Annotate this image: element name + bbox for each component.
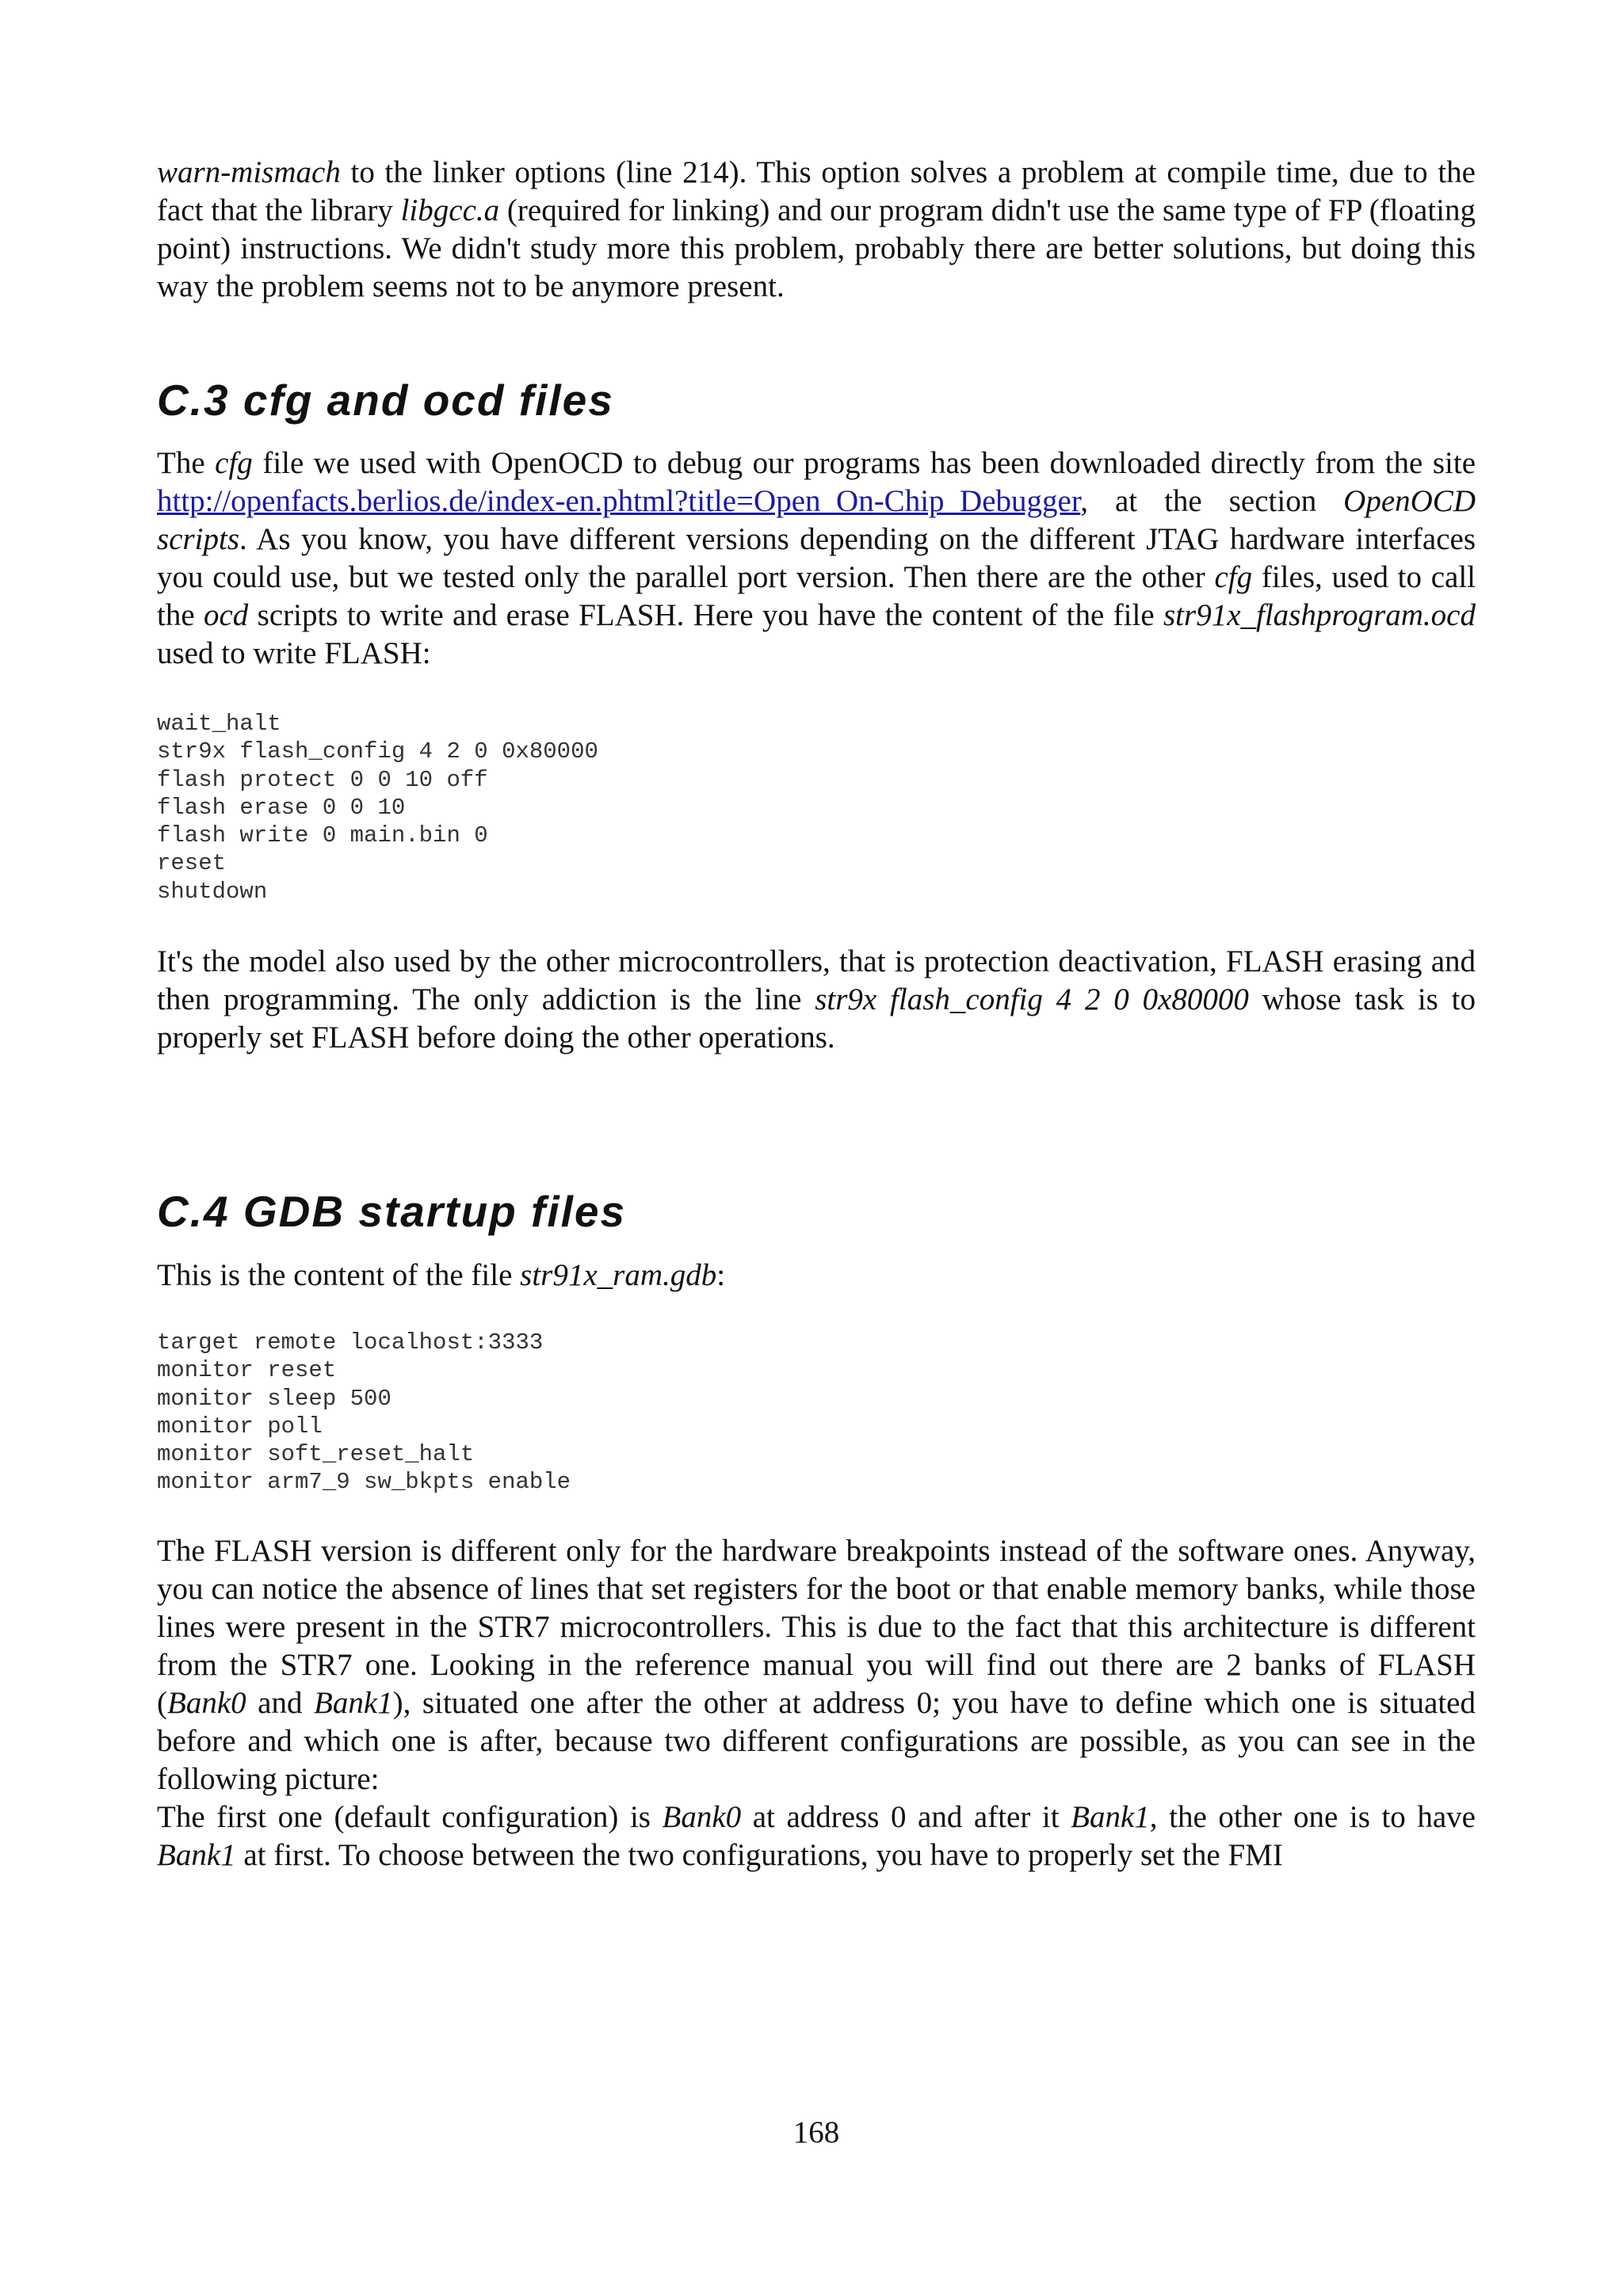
- code-line: monitor sleep 500: [157, 1385, 391, 1412]
- code-line: monitor soft_reset_halt: [157, 1441, 475, 1468]
- code-block-flashprogram: [157, 710, 598, 906]
- code-line: flash write 0 main.bin 0: [157, 822, 488, 849]
- code-line: monitor arm7_9 sw_bkpts enable: [157, 1469, 571, 1496]
- paragraph-gdb-intro: This is the content of the file str91x_ram.gdb:: [157, 1258, 726, 1292]
- paragraph-linker-options: warn-mismach to the linker options (line 214). This option solves a problem at compile time, due to the fact that the library libgcc.a (required for linking) and our program didn't use the same type of FP (floating point) instructions. We didn't study more this problem, probably there are better solutions, but doing this way the problem seems not to be anymore present.: [157, 155, 1476, 303]
- code-line: shutdown: [157, 878, 268, 905]
- code-line: monitor reset: [157, 1357, 337, 1384]
- code-block-gdb-ram: [157, 1329, 571, 1497]
- section-heading-c4: C.4 GDB startup files: [157, 1187, 627, 1236]
- code-line: reset: [157, 850, 227, 877]
- code-line: flash erase 0 0 10: [157, 794, 406, 821]
- code-line: monitor poll: [157, 1413, 323, 1440]
- document-page: [157, 0, 1476, 2296]
- code-line: wait_halt: [157, 711, 281, 737]
- section-heading-c3: C.3 cfg and ocd files: [157, 376, 614, 425]
- paragraph-flash-banks: The FLASH version is different only for the hardware breakpoints instead of the software ones. Anyway, you can notice the absence of lines that set registers for the boot or that enable memory banks, while those lines were present in the STR7 microcontrollers. This is due to the fact that this architecture is different from the STR7 one. Looking in the reference manual you will find out there are 2 banks of FLASH (Bank0 and Bank1), situated one after the other at address 0; you have to define which one is situated before and which one is after, because two different configurations are possible, as you can see in the following picture: The first one (default configuration) is Bank0 at address 0 and after it Bank1, the other one is to have Bank1 at first. To choose between the two configurations, you have to properly set the FMI: [157, 1534, 1476, 1872]
- code-line: target remote localhost:3333: [157, 1329, 544, 1356]
- openfacts-link[interactable]: http://openfacts.berlios.de/index-en.phtml?title=Open_On-Chip_Debugger: [157, 484, 1081, 518]
- paragraph-cfg-files: The cfg file we used with OpenOCD to debug our programs has been downloaded directly from the site http://openfacts.berlios.de/index-en.phtml?title=Open_On-Chip_Debugger, at the section OpenOCD scripts. As you know, you have different versions depending on the different JTAG hardware interfaces you could use, but we tested only the parallel port version. Then there are the other cfg files, used to call the ocd scripts to write and erase FLASH. Here you have the content of the file str91x_flashprogram.ocd used to write FLASH:: [157, 446, 1476, 670]
- page-number: 168: [792, 2115, 840, 2149]
- code-line: str9x flash_config 4 2 0 0x80000: [157, 738, 598, 765]
- code-line: flash protect 0 0 10 off: [157, 766, 488, 793]
- paragraph-model-usage: It's the model also used by the other microcontrollers, that is protection deactivation, FLASH erasing and then programming. The only addiction is the line str9x flash_config 4 2 0 0x80000 whose task is to properly set FLASH before doing the other operations.: [157, 944, 1476, 1055]
